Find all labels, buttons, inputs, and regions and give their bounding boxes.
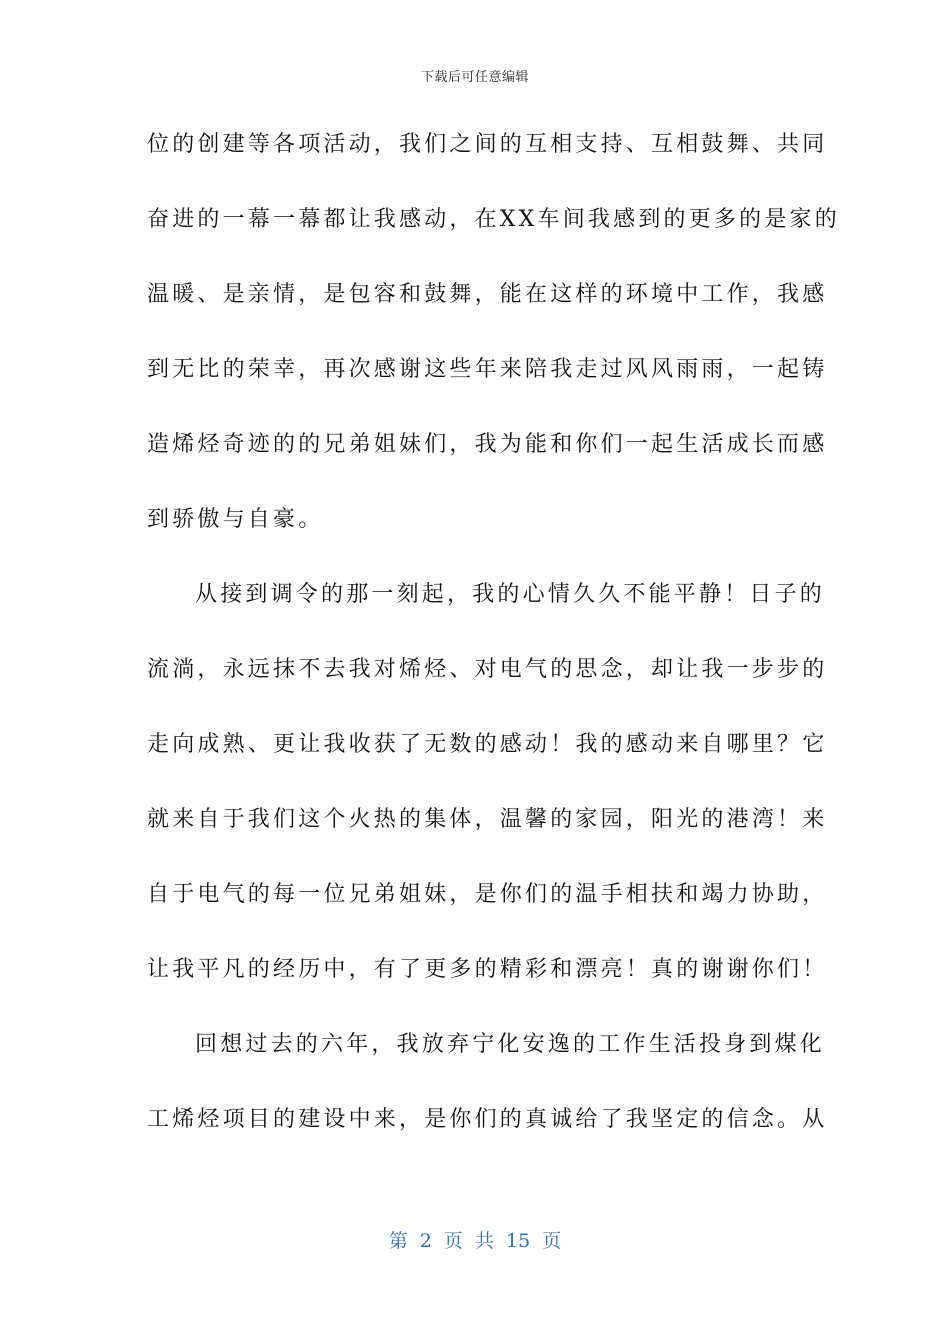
text-line: 位的创建等各项活动，我们之间的互相支持、互相鼓舞、共同: [147, 132, 828, 157]
page-header: 下载后可任意编辑: [420, 70, 529, 85]
paragraph-start-line: 从接到调令的那一刻起，我的心情久久不能平静！日子的: [195, 582, 826, 607]
text-line: 工烯烃项目的建设中来，是你们的真诚给了我坚定的信念。从: [147, 1107, 828, 1132]
text-line: 流淌，永远抹不去我对烯烃、对电气的思念，却让我一步步的: [147, 657, 828, 682]
text-line: 到无比的荣幸，再次感谢这些年来陪我走过风风雨雨，一起铸: [147, 357, 828, 382]
document-body: [147, 120, 840, 1170]
text-line: 就来自于我们这个火热的集体，温馨的家园，阳光的港湾！来: [147, 807, 828, 832]
text-line: 到骄傲与自豪。: [147, 507, 324, 532]
text-line: 奋进的一幕一幕都让我感动，在XX车间我感到的更多的是家的: [147, 207, 840, 232]
text-line: 造烯烃奇迹的的兄弟姐妹们，我为能和你们一起生活成长而感: [147, 432, 828, 457]
text-line: 让我平凡的经历中，有了更多的精彩和漂亮！真的谢谢你们！: [147, 957, 828, 982]
text-line: 走向成熟、更让我收获了无数的感动！我的感动来自哪里？它: [147, 732, 828, 757]
page-number-footer: 第 2 页 共 15 页: [388, 1230, 562, 1252]
text-line: 温暖、是亲情，是包容和鼓舞，能在这样的环境中工作，我感: [147, 282, 828, 307]
text-line: 自于电气的每一位兄弟姐妹，是你们的温手相扶和竭力协助，: [147, 882, 828, 907]
paragraph-start-line: 回想过去的六年，我放弃宁化安逸的工作生活投身到煤化: [195, 1032, 826, 1057]
